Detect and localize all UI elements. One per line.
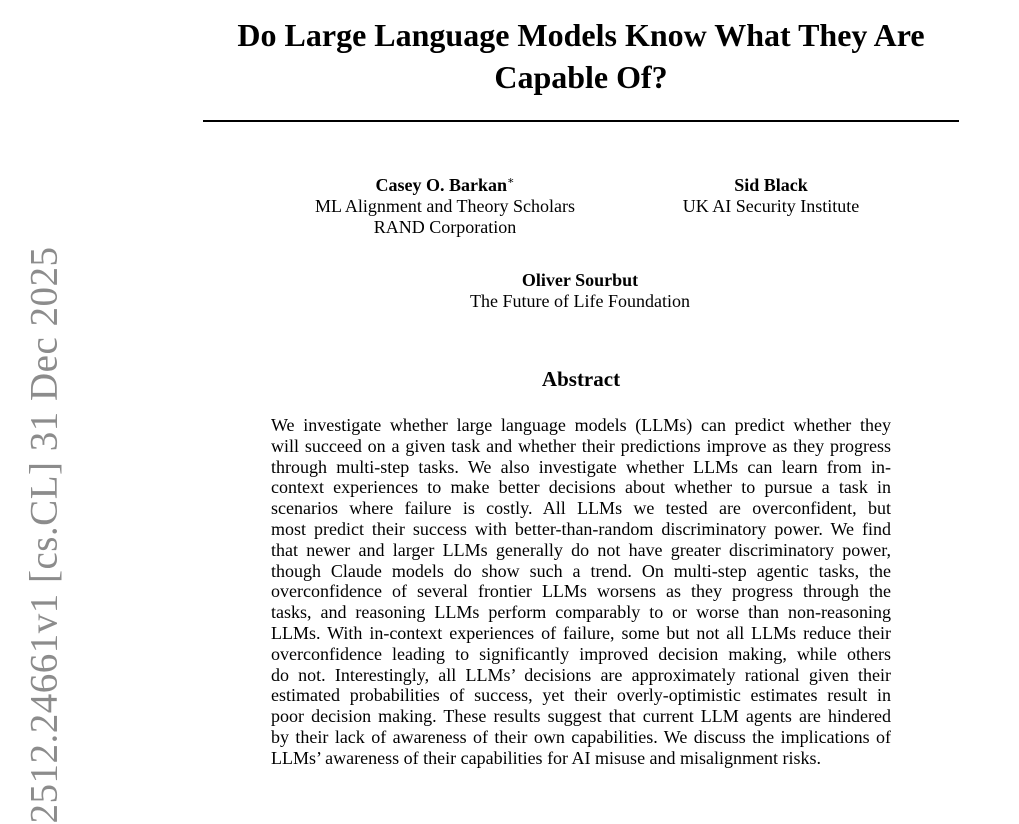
author-affiliation: UK AI Security Institute: [682, 196, 860, 216]
abstract-line: poor decision making. These results suggest that current LLM agents are hindered: [271, 706, 891, 727]
author-block-barkan: [270, 175, 620, 238]
abstract-line: tasks, and reasoning LLMs perform comparably to or worse than non-reasoning: [271, 602, 891, 623]
title-line-1: Do Large Language Models Know What They Are: [237, 17, 925, 53]
paper-title: [203, 14, 959, 98]
abstract-line: We investigate whether large language models (LLMs) can predict whether they: [271, 415, 891, 435]
author-name: Sid Black: [734, 175, 808, 195]
author-name: Oliver Sourbut: [521, 270, 639, 290]
author-block-sourbut: [405, 270, 755, 312]
abstract-line: estimated probabilities of success, yet their overly-optimistic estimates result in: [271, 685, 891, 706]
author-affiliation: The Future of Life Foundation: [470, 291, 690, 311]
abstract-line: through multi-step tasks. We also investigate whether LLMs can learn from in-: [271, 456, 891, 477]
abstract-line: scenarios where failure is costly. All LLMs we tested are overconfident, but: [271, 498, 891, 519]
abstract-line: by their lack of awareness of their own capabilities. We discuss the implications of: [271, 726, 891, 747]
title-rule-divider: [203, 120, 959, 122]
author-name: Casey O. Barkan: [375, 175, 508, 195]
abstract-line: though Claude models do show such a trend. On multi-step agentic tasks, the: [271, 560, 891, 581]
abstract-line: will succeed on a given task and whether their predictions improve as they progress: [271, 435, 891, 456]
abstract-line: most predict their success with better-than-random discriminatory power. We find: [271, 518, 891, 539]
author-footnote-mark[interactable]: ∗: [507, 175, 515, 187]
abstract-line: LLMs’ awareness of their capabilities for AI misuse and misalignment risks.: [271, 747, 822, 768]
abstract-line: overconfidence of several frontier LLMs worsens as they progress through the: [271, 581, 891, 602]
author-affiliation: RAND Corporation: [373, 217, 517, 237]
abstract-line: context experiences to make better decisions about whether to pursue a task in: [271, 477, 891, 498]
author-block-black: [620, 175, 922, 217]
arxiv-identifier-stamp: 2512.24661v1 [cs.CL] 31 Dec 2025: [22, 246, 66, 824]
author-affiliation: ML Alignment and Theory Scholars: [315, 196, 575, 216]
abstract-body: [271, 415, 891, 769]
abstract-line: do not. Interestingly, all LLMs’ decisions are approximately rational given their: [271, 664, 891, 685]
abstract-line: that newer and larger LLMs generally do not have greater discriminatory power,: [271, 539, 891, 560]
abstract-line: overconfidence leading to significantly improved decision making, while others: [271, 643, 891, 664]
abstract-heading: Abstract: [541, 367, 621, 391]
title-line-2: Capable Of?: [494, 59, 668, 95]
abstract-line: LLMs. With in-context experiences of failure, some but not all LLMs reduce their: [271, 622, 891, 643]
